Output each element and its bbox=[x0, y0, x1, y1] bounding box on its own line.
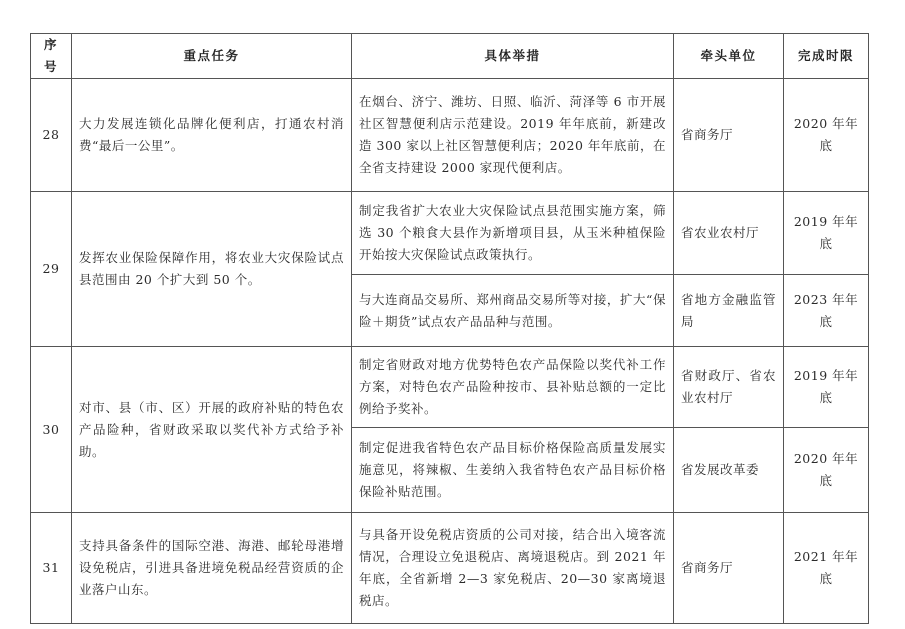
table-row bbox=[31, 192, 869, 275]
task-text: 发挥农业保险保障作用，将农业大灾保险试点县范围由 20 个扩大到 50 个。 bbox=[72, 192, 352, 347]
measure-text: 制定促进我省特色农产品目标价格保险高质量发展实施意见，将辣椒、生姜纳入我省特色农产品目标价格保险补贴范围。 bbox=[352, 428, 674, 513]
measure-text: 在烟台、济宁、潍坊、日照、临沂、菏泽等 6 市开展社区智慧便利店示范建设。2019 年年底前，新建改造 300 家以上社区智慧便利店；2020 年年底前，在全省支持建设 2000 家现代便利店。 bbox=[352, 79, 674, 192]
row-number: 28 bbox=[31, 79, 72, 192]
header-unit: 牵头单位 bbox=[674, 34, 784, 79]
lead-unit: 省商务厅 bbox=[674, 513, 784, 624]
lead-unit: 省财政厅、省农业农村厅 bbox=[674, 347, 784, 428]
task-text: 支持具备条件的国际空港、海港、邮轮母港增设免税店，引进具备进境免税品经营资质的企业落户山东。 bbox=[72, 513, 352, 624]
row-number: 29 bbox=[31, 192, 72, 347]
task-text: 对市、县（市、区）开展的政府补贴的特色农产品险种，省财政采取以奖代补方式给予补助。 bbox=[72, 347, 352, 513]
table-row bbox=[31, 513, 869, 624]
measure-text: 与具备开设免税店资质的公司对接，结合出入境客流情况，合理设立免退税店、离境退税店。到 2021 年年底，全省新增 2—3 家免税店、20—30 家离境退税店。 bbox=[352, 513, 674, 624]
measure-text: 制定省财政对地方优势特色农产品保险以奖代补工作方案，对特色农产品险种按市、县补贴总额的一定比例给予奖补。 bbox=[352, 347, 674, 428]
deadline: 2019 年年底 bbox=[784, 192, 869, 275]
measure-text: 制定我省扩大农业大灾保险试点县范围实施方案，筛选 30 个粮食大县作为新增项目县，从玉米种植保险开始按大灾保险试点政策执行。 bbox=[352, 192, 674, 275]
measure-text: 与大连商品交易所、郑州商品交易所等对接，扩大“保险＋期货”试点农产品品种与范围。 bbox=[352, 275, 674, 347]
lead-unit: 省地方金融监管局 bbox=[674, 275, 784, 347]
lead-unit: 省农业农村厅 bbox=[674, 192, 784, 275]
deadline: 2023 年年底 bbox=[784, 275, 869, 347]
header-measure: 具体举措 bbox=[352, 34, 674, 79]
table-row bbox=[31, 79, 869, 192]
row-number: 30 bbox=[31, 347, 72, 513]
deadline: 2021 年年底 bbox=[784, 513, 869, 624]
table-row bbox=[31, 347, 869, 428]
deadline: 2020 年年底 bbox=[784, 428, 869, 513]
table-header-row bbox=[31, 34, 869, 79]
lead-unit: 省发展改革委 bbox=[674, 428, 784, 513]
header-deadline: 完成时限 bbox=[784, 34, 869, 79]
lead-unit: 省商务厅 bbox=[674, 79, 784, 192]
task-text: 大力发展连锁化品牌化便利店，打通农村消费“最后一公里”。 bbox=[72, 79, 352, 192]
deadline: 2019 年年底 bbox=[784, 347, 869, 428]
deadline: 2020 年年底 bbox=[784, 79, 869, 192]
header-task: 重点任务 bbox=[72, 34, 352, 79]
header-num: 序号 bbox=[31, 34, 72, 79]
key-tasks-table bbox=[30, 33, 869, 624]
row-number: 31 bbox=[31, 513, 72, 624]
